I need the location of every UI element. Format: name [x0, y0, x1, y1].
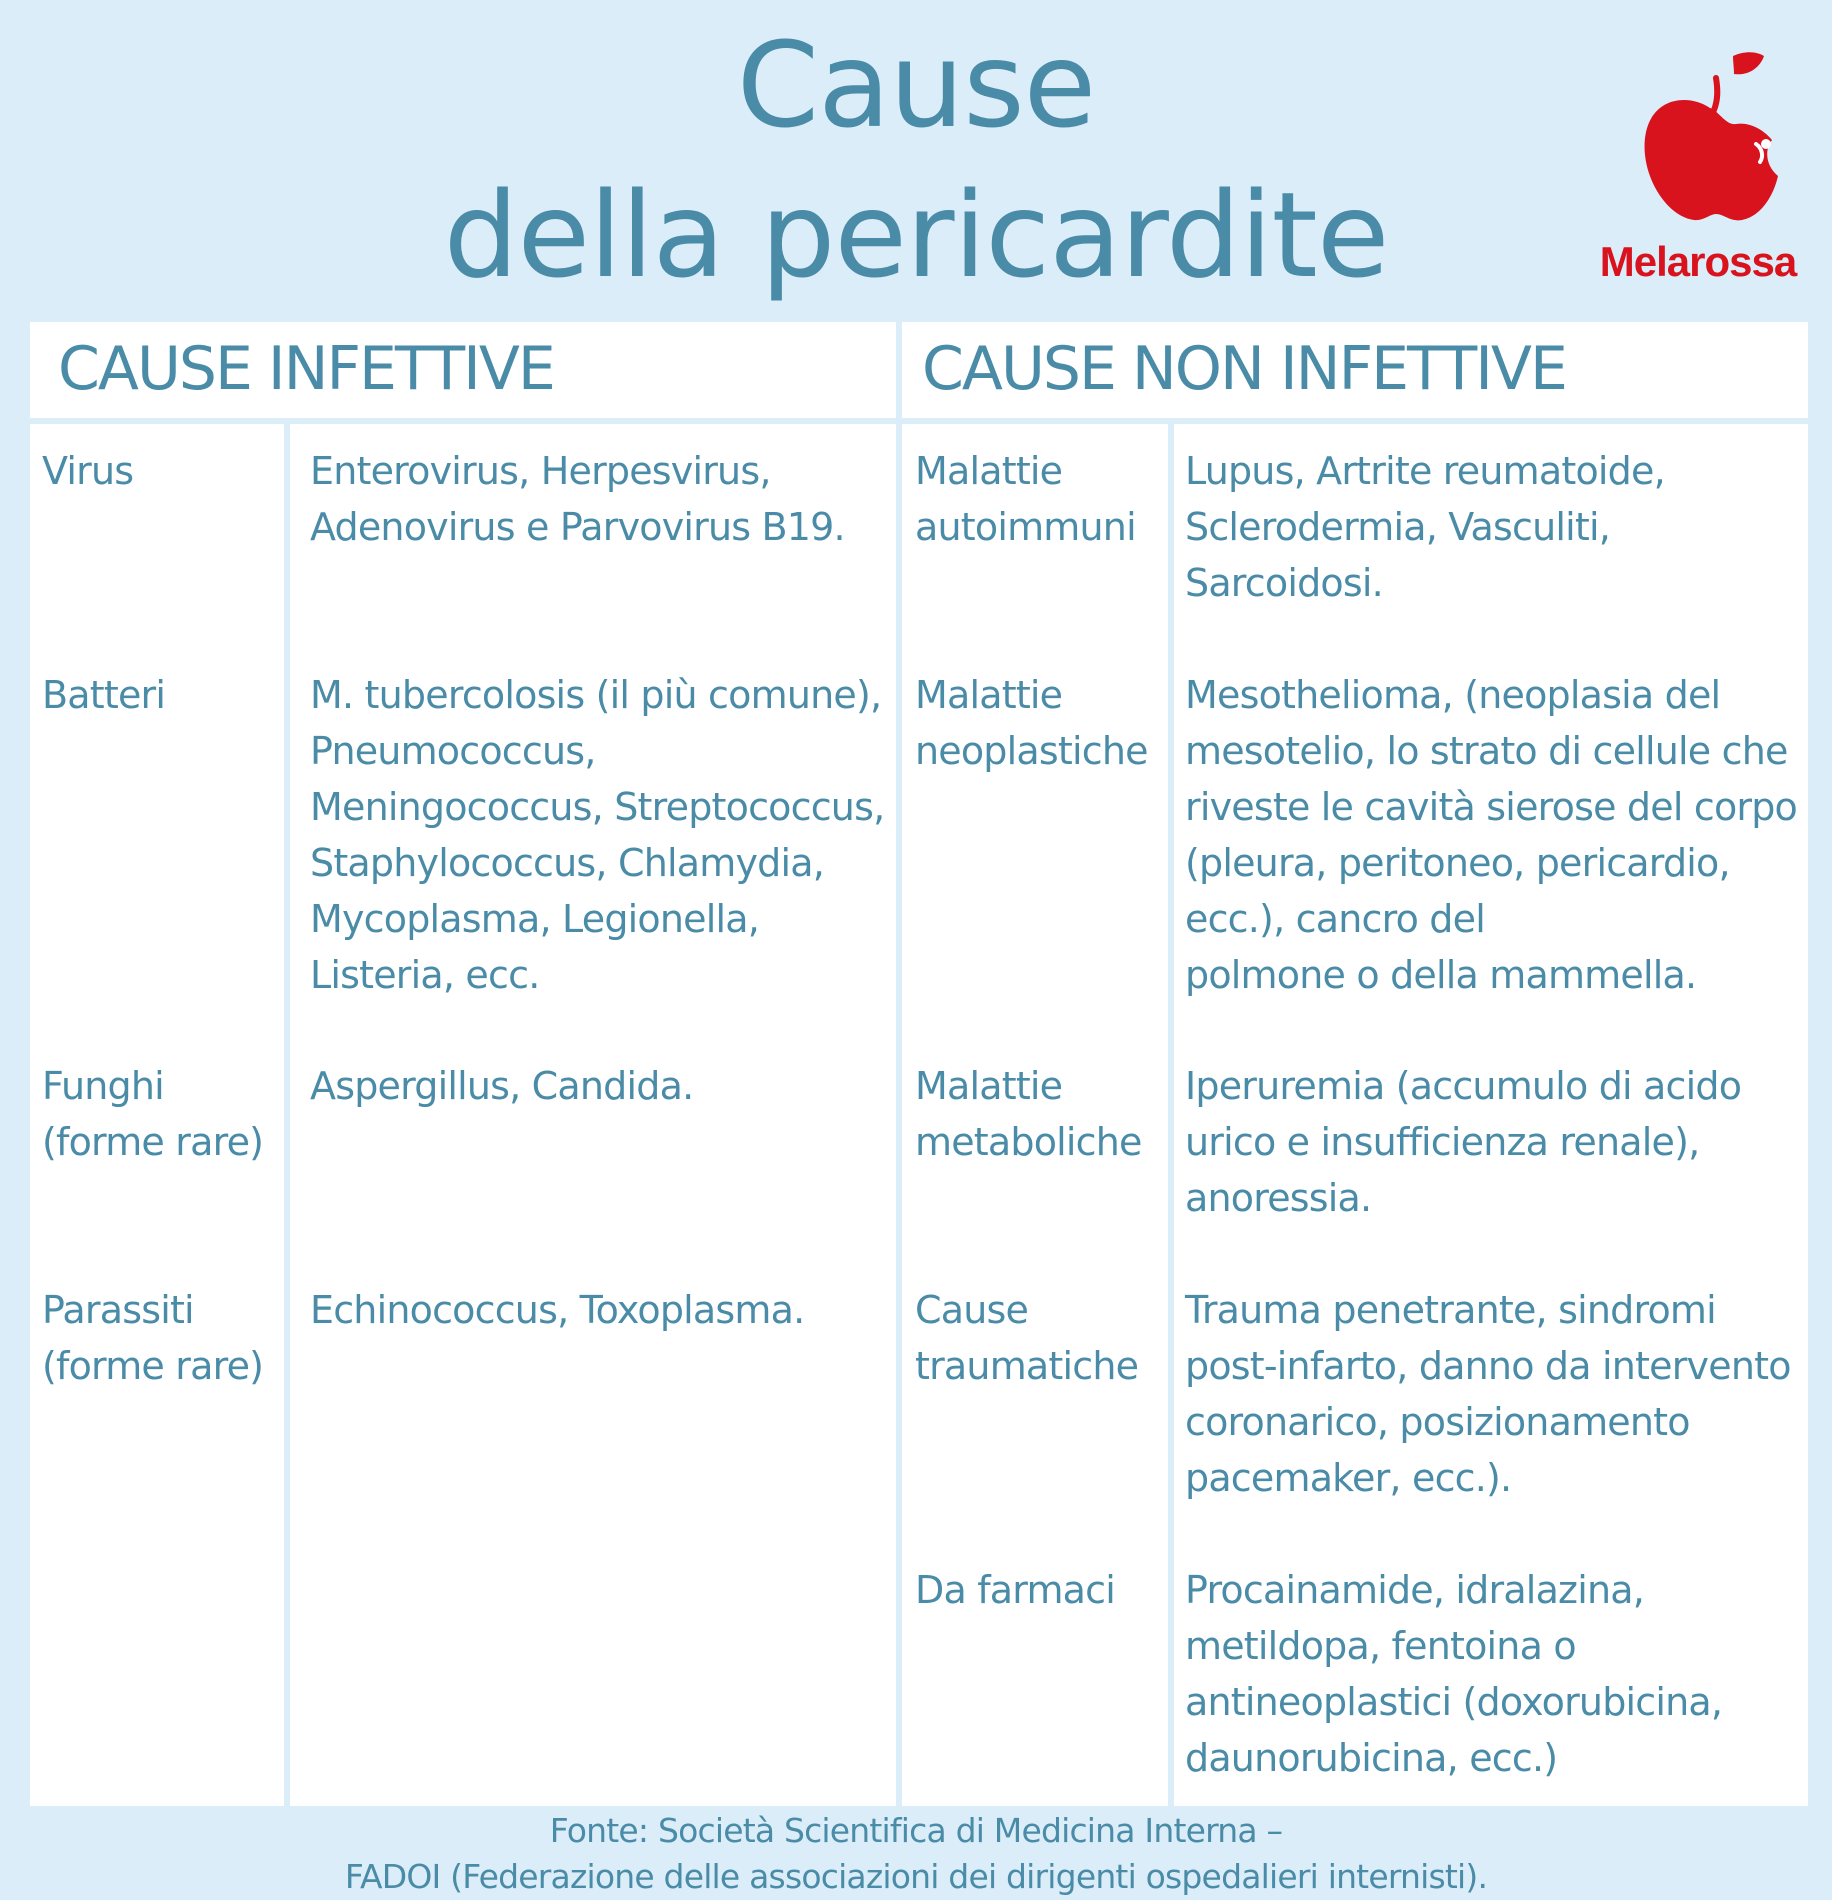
infective-details-column: [290, 424, 896, 1806]
title-line-1: Cause: [736, 16, 1096, 154]
header-infective-label: CAUSE INFETTIVE: [58, 334, 554, 404]
noninfective-category-traumatiche: Cause traumatiche: [915, 1288, 1139, 1388]
infective-category-batteri: Batteri: [42, 673, 166, 717]
infective-details-funghi: Aspergillus, Candida.: [310, 1064, 694, 1108]
source-footer: [0, 1808, 1832, 1900]
infective-details-parassiti: Echinococcus, Toxoplasma.: [310, 1288, 805, 1332]
melarossa-logo: [1588, 48, 1808, 288]
infective-details-batteri: M. tubercolosis (il più comune), Pneumococcus, Meningococcus, Streptococcus, Staphylococcus, Chlamydia, Mycoplasma, Legionella, Listeria, ecc.: [310, 673, 885, 997]
noninfective-details-farmaci: Procainamide, idralazina, metildopa, fentoina o antineoplastici (doxorubicina, daunorubicina, ecc.): [1185, 1568, 1723, 1780]
infective-category-parassiti: Parassiti (forme rare): [42, 1288, 264, 1388]
footer-line-2: FADOI (Federazione delle associazioni dei dirigenti ospedalieri internisti).: [344, 1857, 1488, 1896]
footer-line-1: Fonte: Società Scientifica di Medicina Interna –: [549, 1811, 1283, 1850]
infective-details-virus: Enterovirus, Herpesvirus, Adenovirus e Parvovirus B19.: [310, 449, 845, 549]
noninfective-details-neoplastiche: Mesothelioma, (neoplasia del mesotelio, lo strato di cellule che riveste le cavità sierose del corpo (pleura, peritoneo, pericardio, ecc.), cancro del polmone o della mammella.: [1185, 673, 1798, 997]
apple-icon: [1638, 48, 1788, 228]
noninfective-category-autoimmuni: Malattie autoimmuni: [915, 449, 1136, 549]
title-line-2: della pericardite: [443, 166, 1389, 304]
infective-category-virus: Virus: [42, 449, 134, 493]
header-noninfective-label: CAUSE NON INFETTIVE: [922, 334, 1566, 404]
noninfective-category-farmaci: Da farmaci: [915, 1568, 1115, 1612]
page-title: [0, 10, 1832, 310]
header-noninfective: [902, 322, 1808, 418]
noninfective-details-metaboliche: Iperuremia (accumulo di acido urico e insufficienza renale), anoressia.: [1185, 1064, 1742, 1220]
infective-category-funghi: Funghi (forme rare): [42, 1064, 264, 1164]
header-infective: [30, 322, 896, 418]
noninfective-category-metaboliche: Malattie metaboliche: [915, 1064, 1142, 1164]
noninfective-category-neoplastiche: Malattie neoplastiche: [915, 673, 1148, 773]
noninfective-details-autoimmuni: Lupus, Artrite reumatoide, Sclerodermia, Vasculiti, Sarcoidosi.: [1185, 449, 1665, 605]
brand-name: Melarossa: [1599, 238, 1797, 285]
noninfective-details-traumatiche: Trauma penetrante, sindromi post-infarto, danno da intervento coronarico, posizionamento pacemaker, ecc.).: [1185, 1288, 1791, 1500]
